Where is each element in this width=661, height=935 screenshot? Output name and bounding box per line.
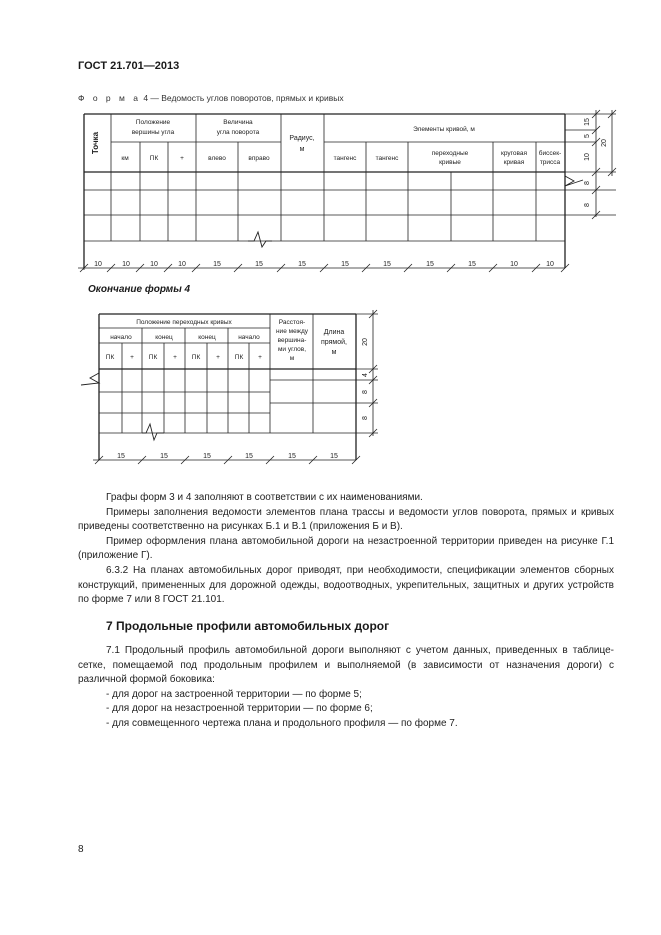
col-biss-2: трисса xyxy=(539,159,561,166)
dim-w: 10 xyxy=(122,261,130,268)
dim-w: 10 xyxy=(510,261,518,268)
page-number: 8 xyxy=(78,844,84,855)
col-pk: ПК xyxy=(105,354,115,361)
col-radius-2: м xyxy=(299,146,305,153)
dim-w: 15 xyxy=(255,261,263,268)
dim-w: 10 xyxy=(150,261,158,268)
paragraph: Пример оформления плана автомобильной дороги на незастроенной территории приведен на рисунке Г.1 (приложение Г). xyxy=(78,535,614,562)
dim-h: 5 xyxy=(584,134,591,138)
col-km: км xyxy=(121,155,129,162)
col-plus: + xyxy=(258,354,262,361)
col-pk: ПК xyxy=(191,354,201,361)
col-plus: + xyxy=(180,155,184,162)
dim-w: 15 xyxy=(468,261,476,268)
dim-w: 15 xyxy=(330,453,338,460)
dim-w: 15 xyxy=(298,261,306,268)
dim-w: 15 xyxy=(160,453,168,460)
col-dlina xyxy=(321,329,347,356)
dim-w: 15 xyxy=(288,453,296,460)
col-pk: ПК xyxy=(148,354,158,361)
svg-text:м: м xyxy=(331,349,337,356)
col-biss-1: биссек- xyxy=(538,150,562,157)
svg-text:м: м xyxy=(289,355,295,362)
list-item: - для дорог на застроенной территории — по форме 5; xyxy=(106,688,362,700)
col-velichina-2: угла поворота xyxy=(216,129,260,136)
col-velichina-1: Величина xyxy=(223,119,253,126)
dim-h: 8 xyxy=(362,390,369,394)
col-konec-2: конец xyxy=(198,334,216,341)
col-konec-1: конец xyxy=(155,334,173,341)
dim-h: 8 xyxy=(584,203,591,207)
col-vpravo: вправо xyxy=(248,155,270,162)
dim-w: 10 xyxy=(94,261,102,268)
col-vershina-1: Положение xyxy=(135,119,171,126)
dim-h: 20 xyxy=(601,139,608,147)
dim-h: 10 xyxy=(584,153,591,161)
list-item: - для совмещенного чертежа плана и продольного профиля — по форме 7. xyxy=(106,717,458,729)
section-title: 7 Продольные профили автомобильных дорог xyxy=(106,619,390,633)
col-tochka: Точка xyxy=(91,131,100,155)
svg-text:Расстоя-: Расстоя- xyxy=(278,319,306,326)
dim-w: 15 xyxy=(213,261,221,268)
col-tangens-1: тангенс xyxy=(333,155,357,162)
col-plus: + xyxy=(173,354,177,361)
svg-text:ние между: ние между xyxy=(275,328,309,335)
col-perehod-2: кривые xyxy=(439,159,461,166)
col-nachalo-2: начало xyxy=(238,334,260,341)
col-pk: ПК xyxy=(234,354,244,361)
dim-h: 20 xyxy=(362,338,369,346)
paragraph: 6.3.2 На планах автомобильных дорог приводят, при необходимости, спецификации элементов сборных конструкций, примененных для дорожной одежды, водоотводных, укрепительных, защитных и других устройств по форме 7 или 8 ГОСТ 21.101. xyxy=(78,564,614,606)
dim-w: 10 xyxy=(546,261,554,268)
dim-h: 8 xyxy=(584,181,591,185)
body-text xyxy=(78,491,614,608)
dim-w: 15 xyxy=(203,453,211,460)
col-elements: Элементы кривой, м xyxy=(413,126,475,133)
col-krug-1: круговая xyxy=(501,150,527,157)
col-plus: + xyxy=(216,354,220,361)
dim-w: 15 xyxy=(117,453,125,460)
col-plus: + xyxy=(130,354,134,361)
col-vlevo: влево xyxy=(208,155,226,162)
paragraph: Примеры заполнения ведомости элементов плана трассы и ведомости углов поворота, прямых и кривых приведены соответственно на рисунках Б.1 и В.1 (приложения Б и В). xyxy=(78,506,614,533)
section-body xyxy=(78,644,614,732)
document-code: ГОСТ 21.701—2013 xyxy=(78,60,180,72)
dim-w: 10 xyxy=(178,261,186,268)
form-word: Ф о р м а xyxy=(78,93,141,103)
col-polozhenie: Положение переходных кривых xyxy=(136,319,232,326)
svg-text:вершина-: вершина- xyxy=(277,337,307,344)
svg-text:прямой,: прямой, xyxy=(321,339,347,346)
end-of-form-caption: Окончание формы 4 xyxy=(88,284,191,295)
col-perehod-1: переходные xyxy=(431,150,469,157)
dim-w: 15 xyxy=(383,261,391,268)
dim-w: 15 xyxy=(245,453,253,460)
dim-w: 15 xyxy=(426,261,434,268)
col-pk: ПК xyxy=(149,155,159,162)
list-item: - для дорог на незастроенной территории — по форме 6; xyxy=(106,703,373,715)
col-vershina-2: вершины угла xyxy=(131,129,175,136)
col-rasstoyanie xyxy=(276,319,309,362)
col-tangens-2: тангенс xyxy=(375,155,399,162)
col-radius-1: Радиус, xyxy=(289,135,315,142)
paragraph: Графы форм 3 и 4 заполняют в соответствии с их наименованиями. xyxy=(106,492,423,503)
col-nachalo-1: начало xyxy=(110,334,132,341)
dim-h: 8 xyxy=(362,416,369,420)
dim-h: 4 xyxy=(362,373,369,377)
dim-h: 15 xyxy=(584,118,591,126)
paragraph: 7.1 Продольный профиль автомобильной дороги выполняют с учетом данных, приведенных в таблице-сетке, помещаемой под продольным профилем и выполняемой (в зависимости от назначения дороги) с различной формой боковика: xyxy=(78,645,614,686)
form-caption-text: 4 — Ведомость углов поворотов, прямых и кривых xyxy=(143,93,344,103)
svg-text:ми углов,: ми углов, xyxy=(277,346,307,353)
dim-w: 15 xyxy=(341,261,349,268)
col-krug-2: кривая xyxy=(503,159,525,166)
svg-text:Длина: Длина xyxy=(323,329,345,336)
